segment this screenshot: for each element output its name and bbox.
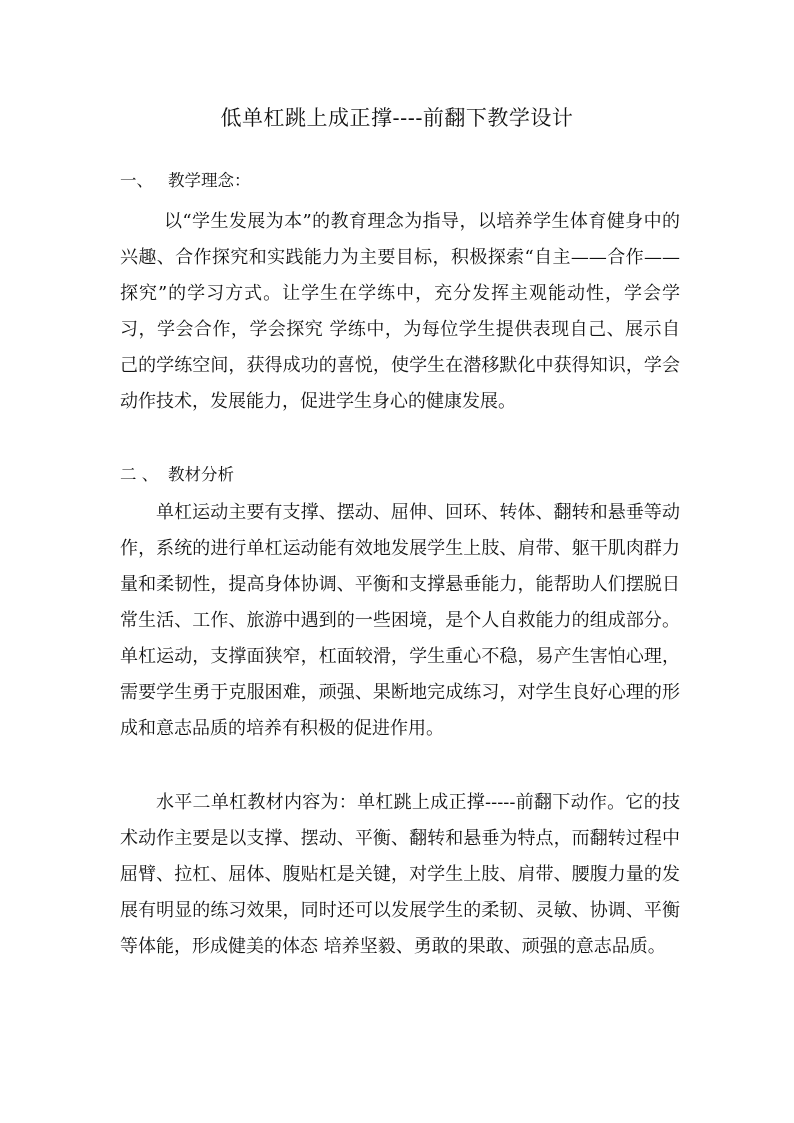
paragraph-philosophy: 以“学生发展为本”的教育理念为指导，以培养学生体育健身中的兴趣、合作探究和实践能力为主要目标，积极探索“自主——合作——探究”的学习方式。让学生在学练中，充分发挥主观能动性，学会学习，学会合作，学会探究 学练中，为每位学生提供表现自己、展示自己的学练空间，获得成功的喜悦，使学生在潜移默化中获得知识，学会动作技术，发展能力，促进学生身心的健康发展。 bbox=[120, 211, 680, 412]
paragraph-material-analysis-1: 单杠运动主要有支撑、摆动、屈伸、回环、转体、翻转和悬垂等动作，系统的进行单杠运动能有效地发展学生上肢、肩带、躯干肌肉群力量和柔韧性，提高身体协调、平衡和支撑悬垂能力，能帮助人们摆脱日常生活、工作、旅游中遇到的一些困境，是个人自救能力的组成部分。单杠运动，支撑面狭窄，杠面较滑，学生重心不稳，易产生害怕心理，需要学生勇于克服困难，顽强、果断地完成练习，对学生良好心理的形成和意志品质的培养有积极的促进作用。 bbox=[120, 502, 680, 739]
section-heading-philosophy bbox=[120, 166, 251, 196]
paragraph-material-analysis-2: 水平二单杠教材内容为：单杠跳上成正撑-----前翻下动作。它的技术动作主要是以支撑、摆动、平衡、翻转和悬垂为特点，而翻转过程中屈臂、拉杠、屈体、腹贴杠是关键，对学生上肢、肩带、腰腹力量的发展有明显的练习效果，同时还可以发展学生的柔韧、灵敏、协调、平衡等体能，形成健美的体态 培养坚毅、勇敢的果敢、顽强的意志品质。 bbox=[120, 792, 680, 957]
document-title: 低单杠跳上成正撑----前翻下教学设计 bbox=[220, 106, 574, 130]
section-heading-material-analysis bbox=[120, 460, 234, 490]
section-heading-text: 教材分析 bbox=[168, 465, 234, 484]
section-number: 一、 bbox=[120, 171, 153, 190]
section-number: 二 、 bbox=[120, 465, 159, 484]
section-heading-text: 教学理念： bbox=[168, 171, 251, 190]
